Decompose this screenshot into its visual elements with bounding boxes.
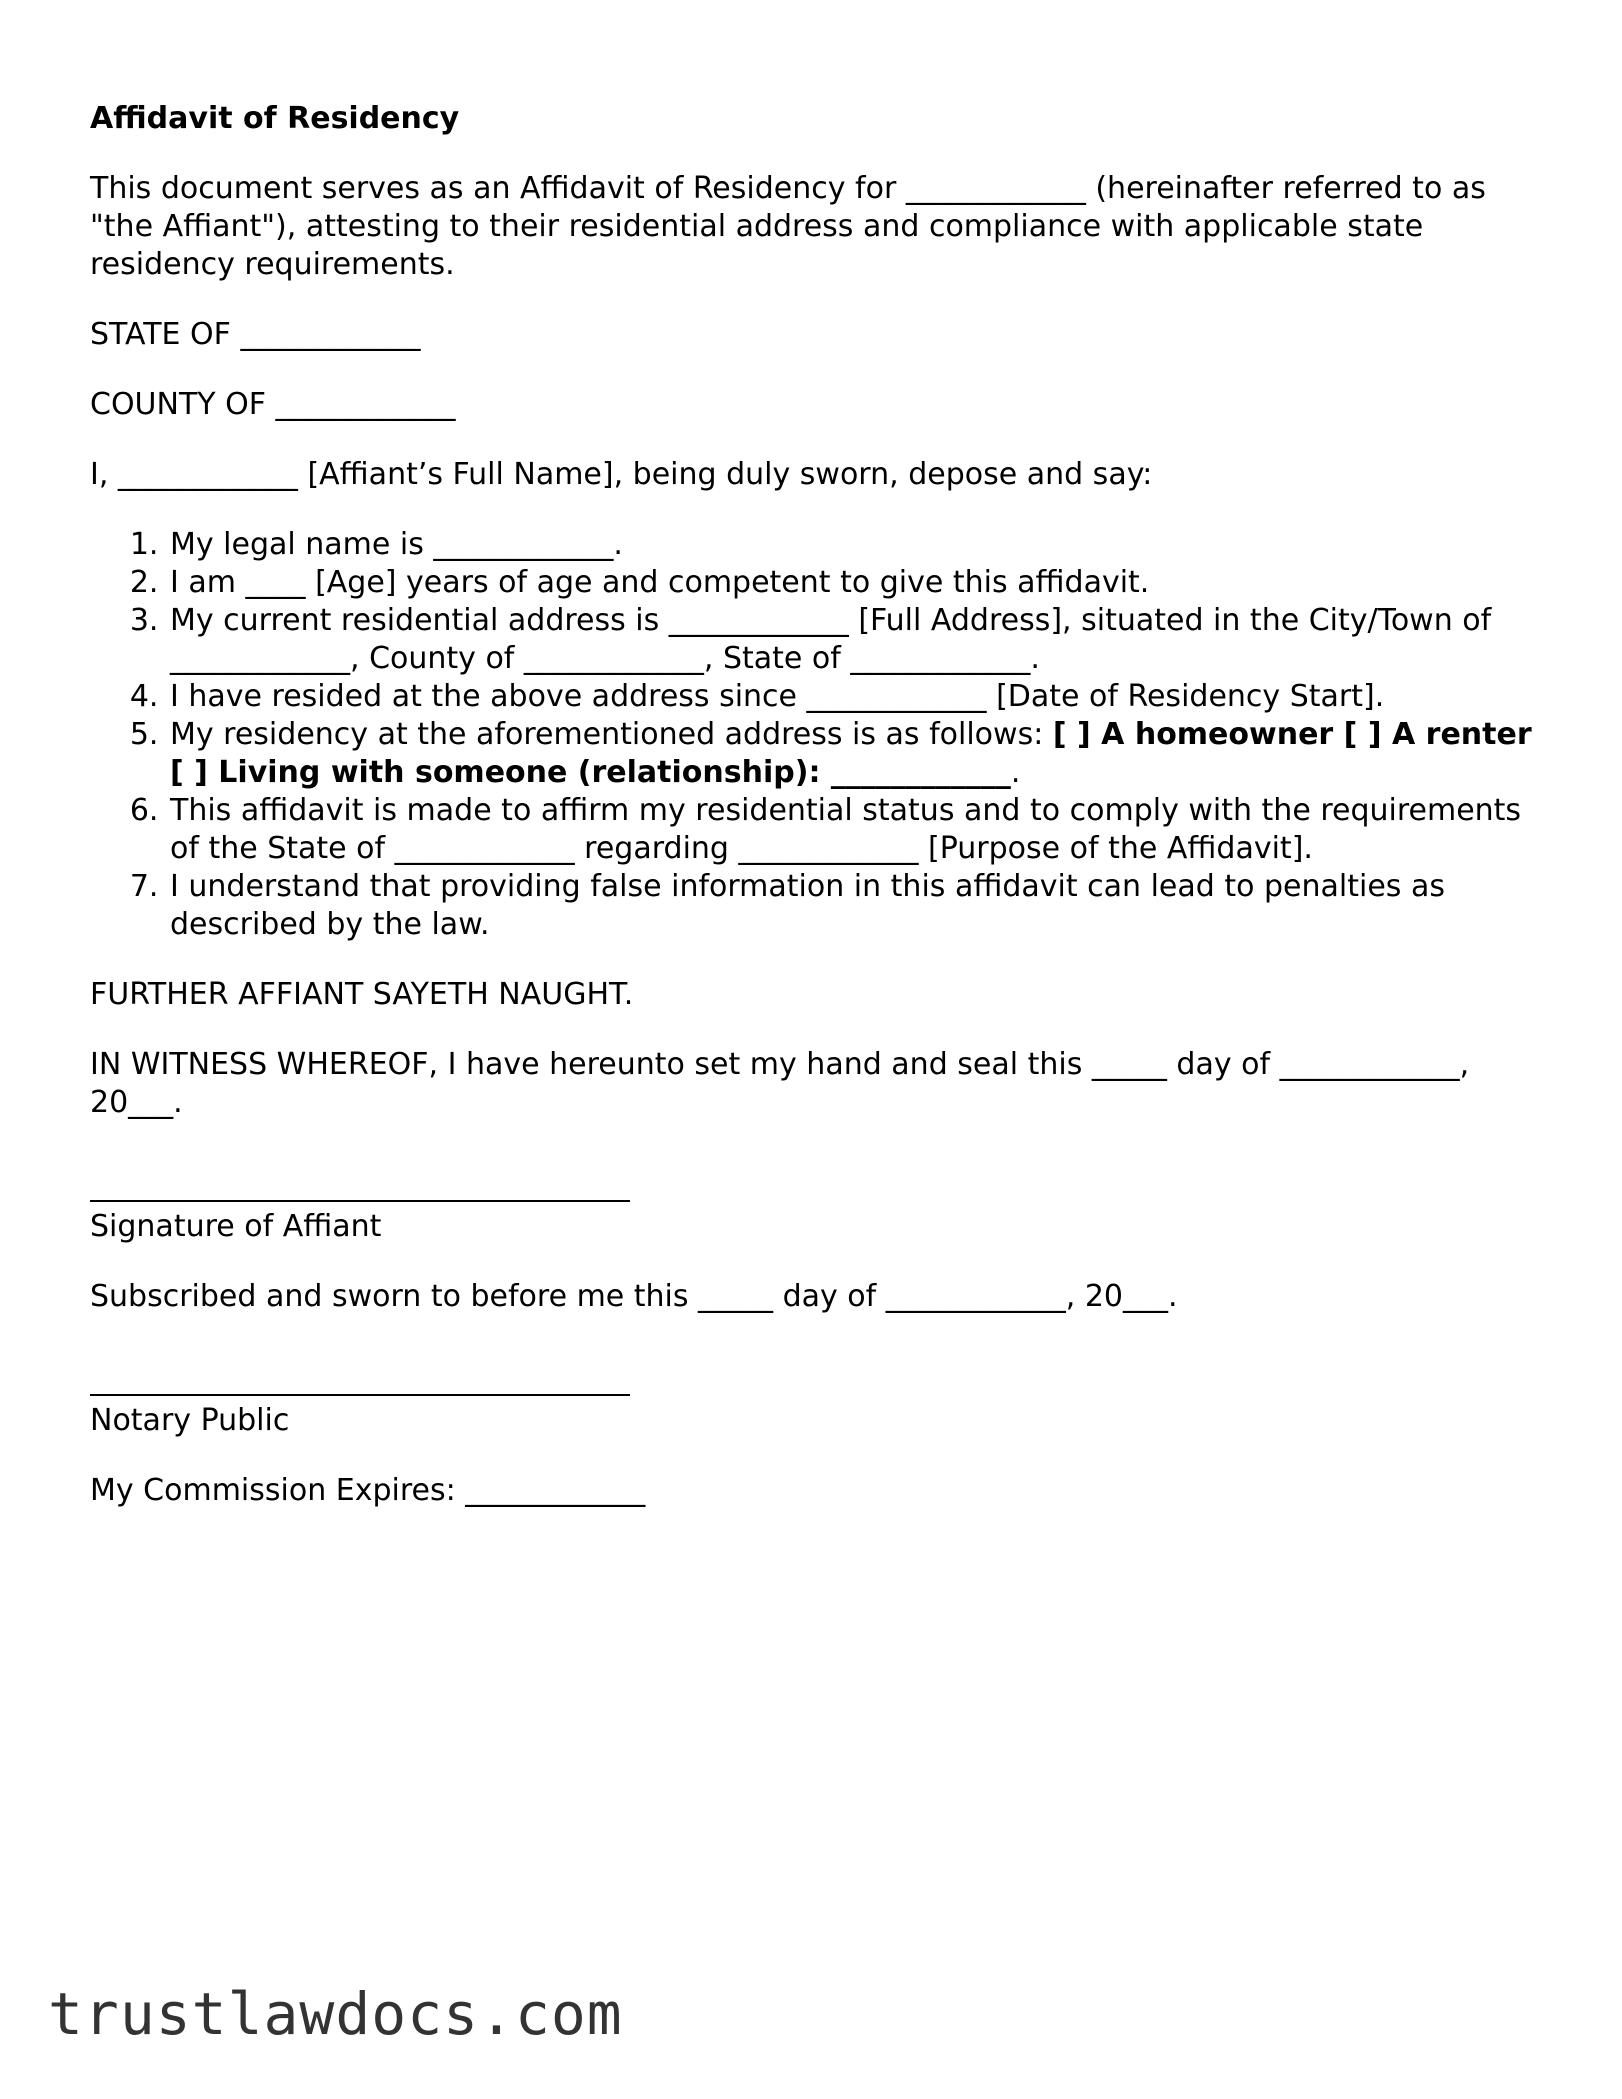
statement-text: I have resided at the above address since ____________ [Date of Residency Start].: [170, 679, 1385, 714]
subscribed-line: Subscribed and sworn to before me this _____ day of ____________, 20___.: [90, 1279, 1178, 1314]
residency-options: [ ] A homeowner [ ] A renter [ ] Living with someone (relationship): ____________: [170, 717, 1532, 790]
statement-item-4: [168, 678, 1550, 716]
signature-label: Signature of Affiant: [90, 1209, 382, 1244]
statement-item-5: [168, 716, 1550, 792]
site-watermark: trustlawdocs.com: [48, 1980, 623, 2048]
affiant-signature-block: [90, 1154, 1550, 1246]
notary-signature-line: [90, 1394, 630, 1396]
statement-item-2: [168, 564, 1550, 602]
commission-line: My Commission Expires: ____________: [90, 1473, 646, 1508]
state-line: STATE OF ____________: [90, 317, 421, 352]
statement-text: My residency at the aforementioned address is as follows:: [170, 717, 1053, 752]
oath-line: I, ____________ [Affiant’s Full Name], being duly sworn, depose and say:: [90, 457, 1153, 492]
statement-text: I am ____ [Age] years of age and competent to give this affidavit.: [170, 565, 1150, 600]
statement-text: My legal name is ____________.: [170, 527, 623, 562]
statement-item-7: [168, 868, 1550, 944]
notary-label: Notary Public: [90, 1403, 290, 1438]
intro-paragraph: This document serves as an Affidavit of Residency for ____________ (hereinafter referred to as "the Affiant"), attesting to their residential address and compliance with applicable state residency requirements.: [90, 171, 1486, 282]
statement-item-6: [168, 792, 1550, 868]
statement-text: I understand that providing false information in this affidavit can lead to penalties as described by the law.: [170, 869, 1445, 942]
statement-item-3: [168, 602, 1550, 678]
affidavit-document: [90, 100, 1550, 1542]
further-line: FURTHER AFFIANT SAYETH NAUGHT.: [90, 977, 634, 1012]
statement-tail: .: [1010, 755, 1021, 790]
notary-signature-block: [90, 1348, 1550, 1440]
document-title: Affidavit of Residency: [90, 101, 460, 136]
witness-line: IN WITNESS WHEREOF, I have hereunto set my hand and seal this _____ day of ____________, 20___.: [90, 1047, 1470, 1120]
county-line: COUNTY OF ____________: [90, 387, 456, 422]
statement-text: My current residential address is ____________ [Full Address], situated in the City/Town of ____________, County of ____________, State of ____________.: [170, 603, 1492, 676]
statement-item-1: [168, 526, 1550, 564]
affiant-signature-line: [90, 1200, 630, 1202]
statement-list: [90, 526, 1550, 944]
statement-text: This affidavit is made to affirm my residential status and to comply with the requirements of the State of ____________ regarding ____________ [Purpose of the Affidavit].: [170, 793, 1522, 866]
